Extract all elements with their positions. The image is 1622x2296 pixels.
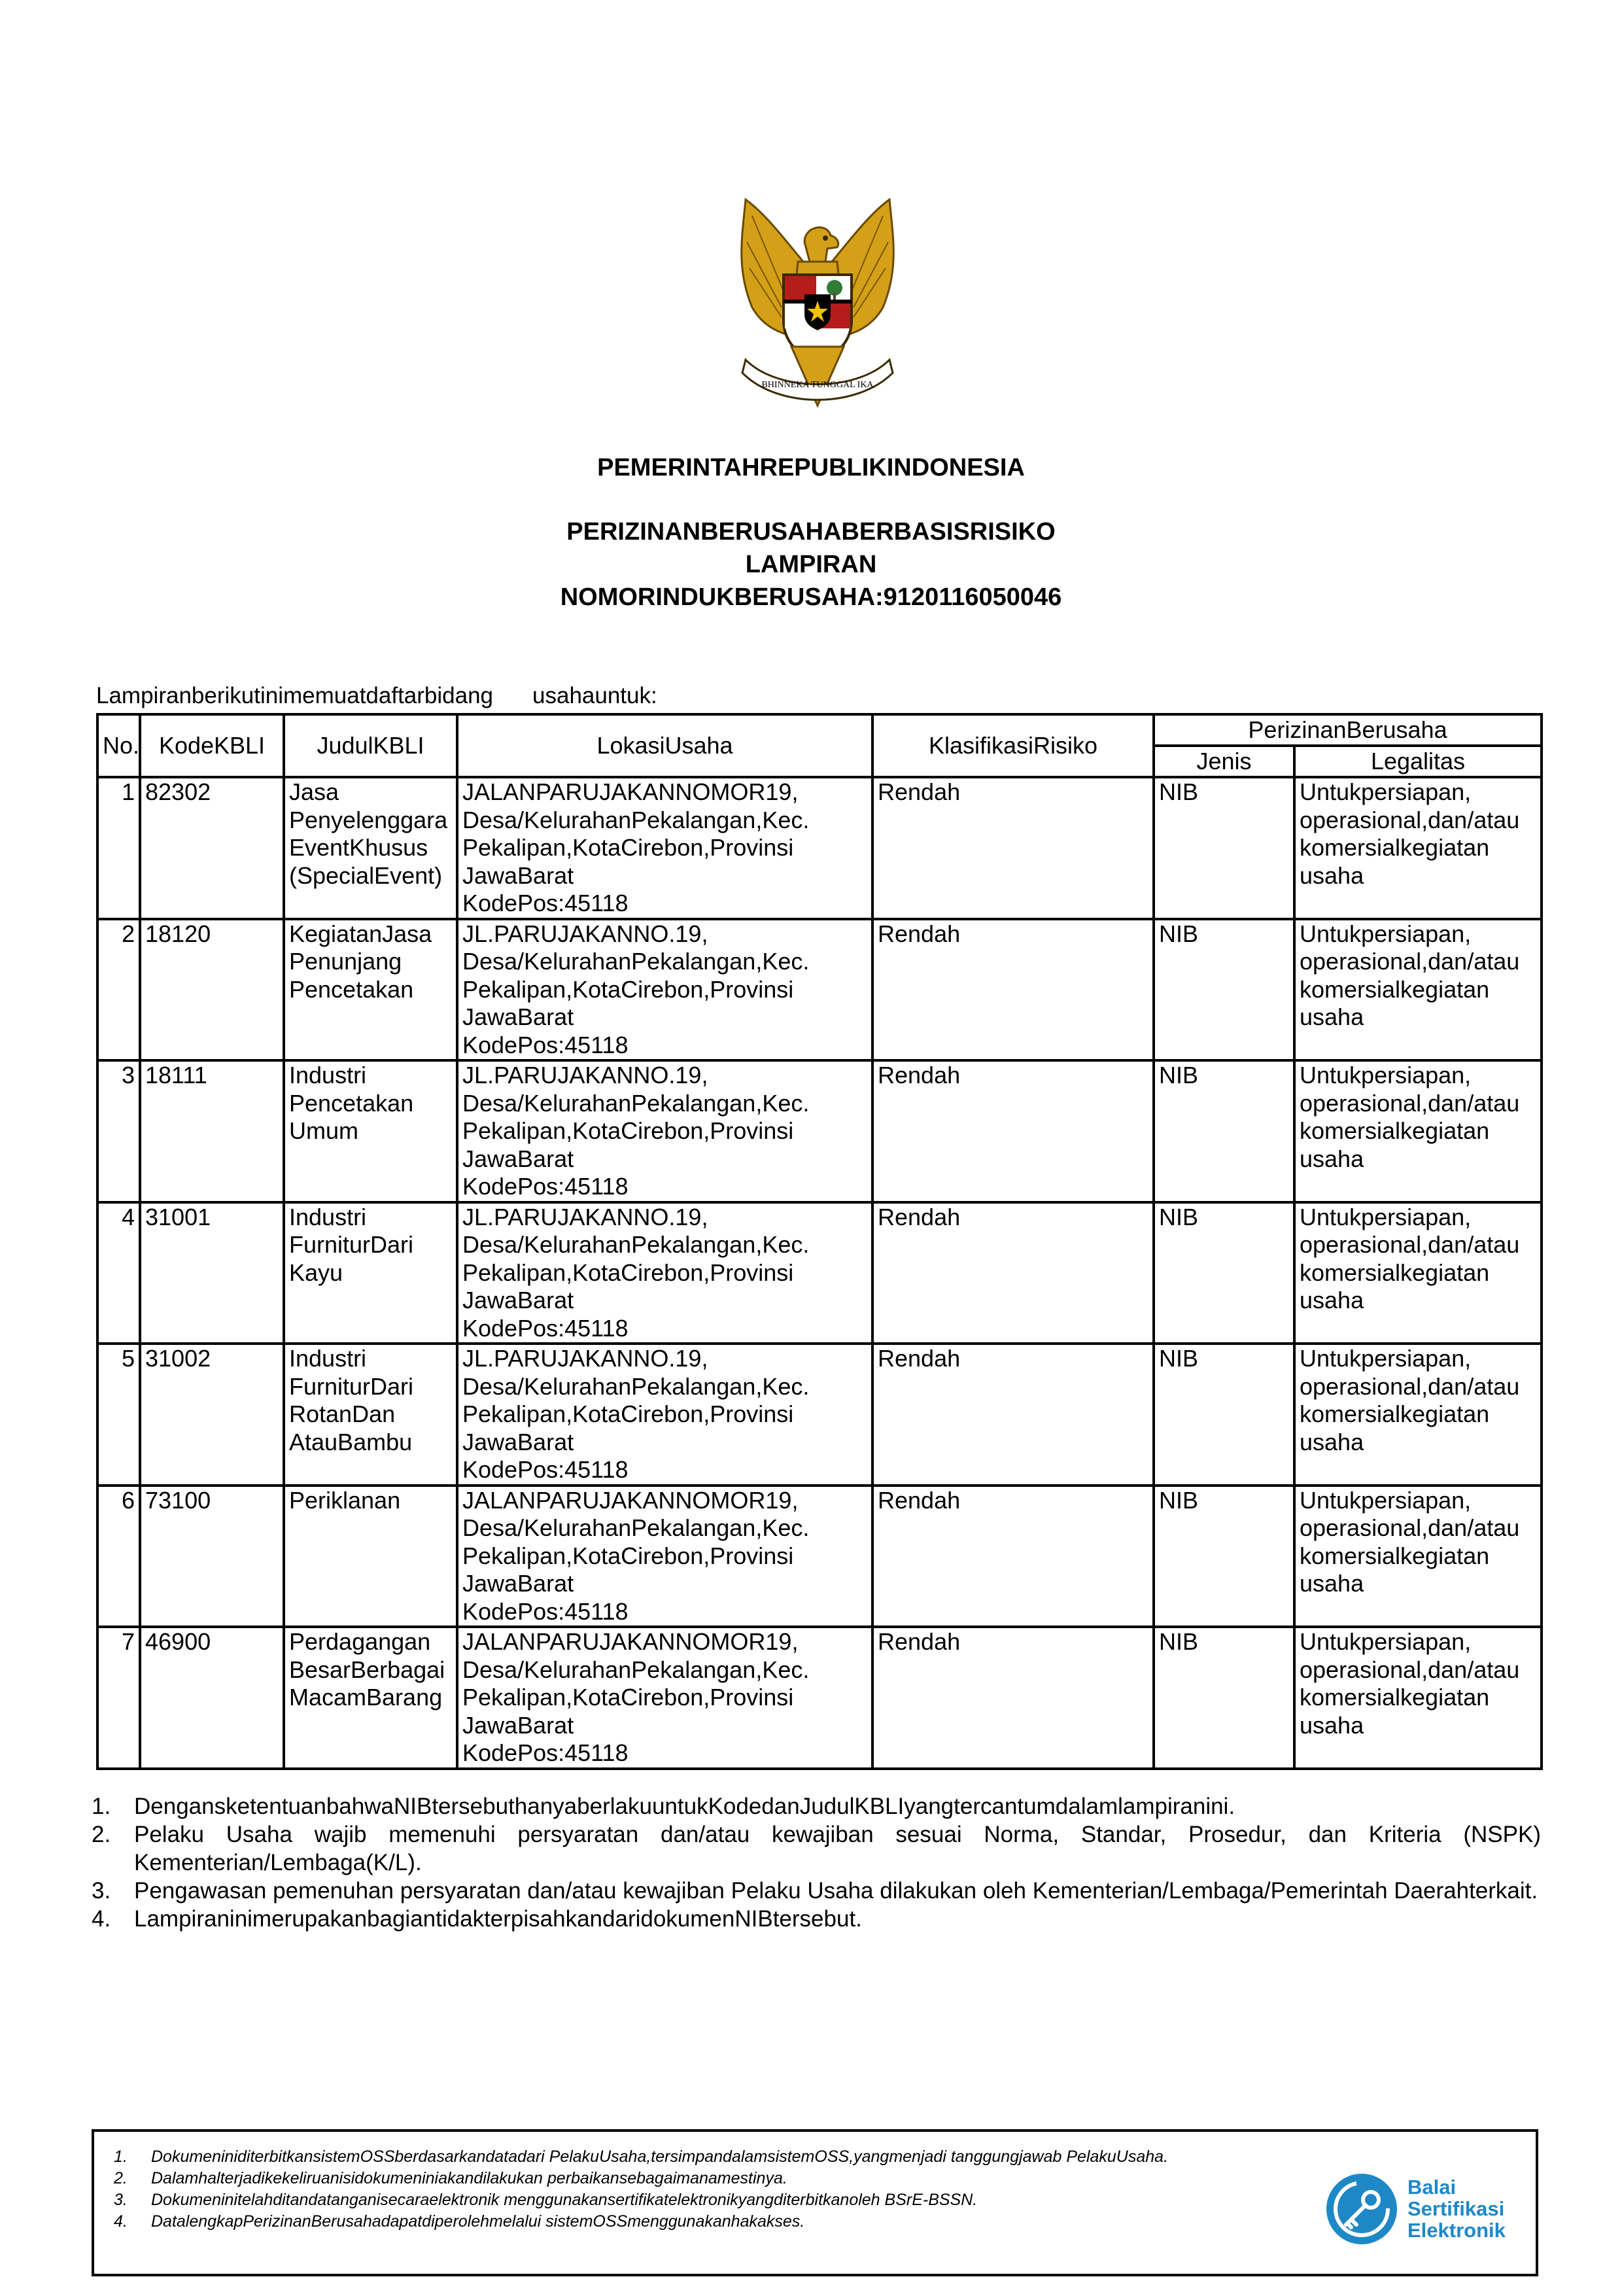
cell-legalitas-line: Untukpersiapan, — [1300, 1062, 1472, 1088]
cell-lokasi-usaha-line: Desa/KelurahanPekalangan,Kec. — [462, 1656, 810, 1683]
emblem-motto: BHINNEKA TUNGGAL IKA — [761, 380, 874, 390]
table-row — [97, 1627, 1542, 1769]
cell-legalitas-line: operasional,dan/atau — [1300, 806, 1520, 833]
cell-judul-kbli-line: Industri — [289, 1345, 367, 1372]
cell-legalitas — [1294, 1627, 1542, 1769]
header-lokasi-usaha: LokasiUsaha — [457, 714, 872, 777]
garuda-emblem — [706, 196, 929, 425]
table-row — [97, 919, 1542, 1061]
cell-lokasi-usaha-line: JawaBarat — [462, 1570, 574, 1597]
note-number: 3. — [92, 1878, 111, 1904]
cell-lokasi-usaha-line: JALANPARUJAKANNOMOR19, — [462, 778, 799, 805]
cell-lokasi-usaha — [457, 777, 872, 919]
kbli-table — [96, 713, 1543, 1770]
cell-no: 3 — [97, 1060, 140, 1202]
cell-judul-kbli — [284, 1344, 457, 1486]
cell-no: 7 — [97, 1627, 140, 1769]
cell-kode-kbli: 31001 — [140, 1202, 284, 1344]
cell-legalitas-line: komersialkegiatan — [1300, 1400, 1490, 1427]
header-no: No. — [97, 714, 140, 777]
footer-note-item — [114, 2189, 1350, 2211]
cell-judul-kbli-line: Penunjang — [289, 948, 402, 975]
cell-judul-kbli-line: FurniturDari — [289, 1372, 414, 1400]
cell-lokasi-usaha-line: Pekalipan,KotaCirebon,Provinsi — [462, 975, 794, 1003]
cell-no: 6 — [97, 1486, 140, 1627]
footer-notes-list — [114, 2146, 1350, 2233]
cell-lokasi-usaha-line: JawaBarat — [462, 861, 574, 889]
cell-legalitas-line: Untukpersiapan, — [1300, 920, 1472, 947]
cell-judul-kbli — [284, 1060, 457, 1202]
note-text: Pelaku Usaha wajib memenuhi persyaratan dan/atau kewajiban sesuai Norma, Standar, Prosedur, dan Kriteria (NSPK) Kementerian/Lembaga(K/L). — [134, 1822, 1541, 1875]
cell-judul-kbli-line: Kayu — [289, 1259, 343, 1286]
cell-legalitas — [1294, 919, 1542, 1061]
note-item — [92, 1820, 1541, 1877]
cell-judul-kbli-line: EventKhusus — [289, 834, 428, 861]
footer-note-text: Dalamhalterjadikekeliruanisidokumeniniakandilakukan perbaikansebagaimanamestinya. — [151, 2169, 787, 2187]
cell-judul-kbli-line: Pencetakan — [289, 1089, 414, 1117]
cell-legalitas-line: usaha — [1300, 1570, 1364, 1597]
cell-judul-kbli-line: Industri — [289, 1062, 367, 1088]
cell-jenis: NIB — [1154, 919, 1294, 1061]
note-item — [92, 1792, 1541, 1820]
document-subtitle: LAMPIRAN — [745, 551, 877, 578]
cell-legalitas-line: Untukpersiapan, — [1300, 1203, 1472, 1230]
cell-judul-kbli-line: Jasa — [289, 778, 339, 805]
kbli-table-body — [97, 777, 1542, 1769]
cell-judul-kbli-line: Periklanan — [289, 1486, 401, 1514]
cell-legalitas-line: operasional,dan/atau — [1300, 1089, 1520, 1117]
intro-text — [96, 683, 657, 709]
bsre-logo-line2: Sertifikasi — [1407, 2197, 1505, 2220]
cell-lokasi-usaha-line: Desa/KelurahanPekalangan,Kec. — [462, 1231, 810, 1258]
cell-lokasi-usaha — [457, 1060, 872, 1202]
cell-legalitas — [1294, 777, 1542, 919]
cell-jenis: NIB — [1154, 1344, 1294, 1486]
bsre-logo-line1: Balai — [1407, 2176, 1457, 2199]
cell-jenis: NIB — [1154, 1060, 1294, 1202]
cell-lokasi-usaha-line: JL.PARUJAKANNO.19, — [462, 1062, 708, 1088]
cell-legalitas — [1294, 1344, 1542, 1486]
cell-jenis: NIB — [1154, 1627, 1294, 1769]
header-klasifikasi-risiko: KlasifikasiRisiko — [872, 714, 1154, 777]
footer-note-text: DokumeniniditerbitkansistemOSSberdasarkandatadari PelakuUsaha,tersimpandalamsistemOSS,yangmenjadi tanggungjawab PelakuUsaha. — [151, 2148, 1169, 2166]
cell-lokasi-usaha-line: JL.PARUJAKANNO.19, — [462, 1345, 708, 1372]
cell-klasifikasi-risiko: Rendah — [872, 1486, 1154, 1627]
cell-lokasi-usaha — [457, 919, 872, 1061]
cell-judul-kbli — [284, 777, 457, 919]
cell-judul-kbli-line: MacamBarang — [289, 1684, 443, 1711]
cell-jenis: NIB — [1154, 777, 1294, 919]
cell-legalitas-line: komersialkegiatan — [1300, 1542, 1490, 1569]
footer-note-item — [114, 2168, 1350, 2189]
cell-kode-kbli: 18111 — [140, 1060, 284, 1202]
footer-disclaimer-box — [92, 2129, 1538, 2276]
table-row — [97, 1486, 1542, 1627]
note-item — [92, 1877, 1541, 1905]
cell-kode-kbli: 82302 — [140, 777, 284, 919]
cell-lokasi-usaha — [457, 1344, 872, 1486]
intro-text-part2: usahauntuk: — [532, 683, 657, 708]
cell-no: 4 — [97, 1202, 140, 1344]
government-title: PEMERINTAHREPUBLIKINDONESIA — [597, 454, 1025, 481]
cell-klasifikasi-risiko: Rendah — [872, 919, 1154, 1061]
cell-no: 1 — [97, 777, 140, 919]
document-title: PERIZINANBERUSAHABERBASISRISIKO — [566, 518, 1056, 546]
cell-lokasi-usaha — [457, 1202, 872, 1344]
cell-klasifikasi-risiko: Rendah — [872, 777, 1154, 919]
cell-legalitas-line: operasional,dan/atau — [1300, 1372, 1520, 1400]
cell-judul-kbli-line: (SpecialEvent) — [289, 861, 443, 889]
cell-kode-kbli: 73100 — [140, 1486, 284, 1627]
cell-legalitas-line: Untukpersiapan, — [1300, 1486, 1472, 1514]
cell-legalitas-line: operasional,dan/atau — [1300, 1656, 1520, 1683]
cell-legalitas — [1294, 1060, 1542, 1202]
footer-note-text: Dokumeninitelahditandatanganisecaraelektronik menggunakansertifikatelektronikyangditerbitkanoleh BSrE-BSSN. — [151, 2191, 978, 2209]
cell-judul-kbli — [284, 919, 457, 1061]
footer-note-text: DatalengkapPerizinanBerusahadapatdiperolehmelalui sistemOSSmenggunakanhakakses. — [151, 2212, 805, 2231]
note-text: DengansketentuanbahwaNIBtersebuthanyaberlakuuntukKodedanJudulKBLIyangtercantumdalamlampiraninі. — [134, 1794, 1235, 1819]
cell-lokasi-usaha-line: Pekalipan,KotaCirebon,Provinsi — [462, 834, 794, 861]
footer-note-number: 2. — [114, 2169, 128, 2187]
cell-legalitas-line: Untukpersiapan, — [1300, 778, 1472, 805]
cell-no: 5 — [97, 1344, 140, 1486]
cell-klasifikasi-risiko: Rendah — [872, 1202, 1154, 1344]
footer-note-item — [114, 2211, 1350, 2233]
note-text: Pengawasan pemenuhan persyaratan dan/atau kewajiban Pelaku Usaha dilakukan oleh Kementerian/Lembaga/Pemerintah Daerahterkait. — [134, 1878, 1538, 1904]
header-jenis: Jenis — [1154, 746, 1294, 777]
cell-judul-kbli-line: FurniturDari — [289, 1231, 414, 1258]
cell-legalitas-line: operasional,dan/atau — [1300, 1231, 1520, 1258]
cell-klasifikasi-risiko: Rendah — [872, 1627, 1154, 1769]
cell-judul-kbli-line: Pencetakan — [289, 975, 414, 1003]
intro-text-part1: Lampiranberikutinimemuatdaftarbidang — [96, 683, 494, 708]
cell-legalitas-line: usaha — [1300, 1428, 1364, 1455]
cell-lokasi-usaha-line: KodePos:45118 — [462, 1314, 629, 1342]
cell-judul-kbli-line: RotanDan — [289, 1400, 396, 1427]
cell-lokasi-usaha-line: KodePos:45118 — [462, 1739, 629, 1766]
cell-klasifikasi-risiko: Rendah — [872, 1060, 1154, 1202]
cell-judul-kbli-line: Perdagangan — [289, 1628, 431, 1655]
cell-judul-kbli-line: KegiatanJasa — [289, 920, 432, 947]
cell-judul-kbli-line: Industri — [289, 1203, 367, 1230]
cell-legalitas-line: komersialkegiatan — [1300, 1684, 1490, 1711]
cell-lokasi-usaha-line: KodePos:45118 — [462, 1456, 629, 1483]
cell-legalitas-line: komersialkegiatan — [1300, 1117, 1490, 1144]
cell-legalitas-line: komersialkegiatan — [1300, 1259, 1490, 1286]
cell-legalitas-line: komersialkegiatan — [1300, 975, 1490, 1003]
cell-lokasi-usaha-line: JALANPARUJAKANNOMOR19, — [462, 1486, 799, 1514]
cell-lokasi-usaha-line: KodePos:45118 — [462, 1173, 629, 1200]
cell-lokasi-usaha-line: Pekalipan,KotaCirebon,Provinsi — [462, 1684, 794, 1711]
cell-no: 2 — [97, 919, 140, 1061]
cell-legalitas-line: Untukpersiapan, — [1300, 1345, 1472, 1372]
cell-lokasi-usaha-line: Desa/KelurahanPekalangan,Kec. — [462, 948, 810, 975]
cell-lokasi-usaha-line: KodePos:45118 — [462, 1597, 629, 1625]
cell-legalitas-line: usaha — [1300, 1711, 1364, 1739]
cell-legalitas — [1294, 1486, 1542, 1627]
footer-note-item — [114, 2146, 1350, 2168]
note-number: 2. — [92, 1822, 111, 1847]
cell-legalitas-line: usaha — [1300, 1003, 1364, 1030]
cell-lokasi-usaha-line: JawaBarat — [462, 1003, 574, 1030]
footer-note-number: 4. — [114, 2212, 128, 2231]
bsre-logo-text — [1407, 2176, 1506, 2241]
table-row — [97, 1344, 1542, 1486]
cell-jenis: NIB — [1154, 1486, 1294, 1627]
cell-legalitas-line: operasional,dan/atau — [1300, 948, 1520, 975]
cell-klasifikasi-risiko: Rendah — [872, 1344, 1154, 1486]
cell-lokasi-usaha-line: Desa/KelurahanPekalangan,Kec. — [462, 1372, 810, 1400]
footer-note-number: 3. — [114, 2191, 128, 2209]
table-row — [97, 1202, 1542, 1344]
cell-kode-kbli: 18120 — [140, 919, 284, 1061]
note-text: LampiraninimerupakanbagiantidakterpisahkandaridokumenNIBtersebut. — [134, 1906, 862, 1932]
cell-judul-kbli-line: BesarBerbagai — [289, 1656, 445, 1683]
header-judul-kbli: JudulKBLI — [284, 714, 457, 777]
table-row — [97, 1060, 1542, 1202]
header-kode-kbli: KodeKBLI — [140, 714, 284, 777]
cell-judul-kbli-line: Umum — [289, 1117, 358, 1144]
cell-legalitas-line: operasional,dan/atau — [1300, 1514, 1520, 1541]
note-number: 4. — [92, 1906, 111, 1932]
note-item — [92, 1905, 1541, 1933]
cell-judul-kbli — [284, 1202, 457, 1344]
header-legalitas: Legalitas — [1294, 746, 1542, 777]
cell-judul-kbli-line: AtauBambu — [289, 1428, 413, 1455]
cell-lokasi-usaha-line: Desa/KelurahanPekalangan,Kec. — [462, 1514, 810, 1541]
bsre-logo-icon — [1324, 2171, 1400, 2247]
cell-legalitas-line: usaha — [1300, 1145, 1364, 1172]
cell-lokasi-usaha-line: Desa/KelurahanPekalangan,Kec. — [462, 806, 810, 833]
cell-lokasi-usaha-line: Pekalipan,KotaCirebon,Provinsi — [462, 1117, 794, 1144]
footer-note-number: 1. — [114, 2148, 128, 2166]
cell-lokasi-usaha-line: Pekalipan,KotaCirebon,Provinsi — [462, 1259, 794, 1286]
cell-lokasi-usaha-line: KodePos:45118 — [462, 890, 629, 916]
cell-legalitas-line: Untukpersiapan, — [1300, 1628, 1472, 1655]
notes-list — [92, 1792, 1541, 1933]
cell-lokasi-usaha-line: JawaBarat — [462, 1711, 574, 1739]
note-number: 1. — [92, 1794, 111, 1819]
cell-lokasi-usaha-line: JawaBarat — [462, 1287, 574, 1313]
cell-judul-kbli — [284, 1627, 457, 1769]
cell-lokasi-usaha — [457, 1627, 872, 1769]
cell-lokasi-usaha-line: Desa/KelurahanPekalangan,Kec. — [462, 1089, 810, 1117]
cell-legalitas-line: usaha — [1300, 1287, 1364, 1313]
cell-judul-kbli-line: Penyelenggara — [289, 806, 448, 833]
cell-jenis: NIB — [1154, 1202, 1294, 1344]
cell-lokasi-usaha-line: JL.PARUJAKANNO.19, — [462, 920, 708, 947]
cell-judul-kbli — [284, 1486, 457, 1627]
cell-lokasi-usaha-line: JALANPARUJAKANNOMOR19, — [462, 1628, 799, 1655]
cell-lokasi-usaha-line: JL.PARUJAKANNO.19, — [462, 1203, 708, 1230]
cell-legalitas — [1294, 1202, 1542, 1344]
cell-lokasi-usaha-line: Pekalipan,KotaCirebon,Provinsi — [462, 1400, 794, 1427]
bsre-logo — [1324, 2171, 1527, 2250]
table-row — [97, 777, 1542, 919]
cell-lokasi-usaha — [457, 1486, 872, 1627]
cell-legalitas-line: komersialkegiatan — [1300, 834, 1490, 861]
cell-lokasi-usaha-line: KodePos:45118 — [462, 1031, 629, 1058]
nib-number: NOMORINDUKBERUSAHA:9120116050046 — [560, 583, 1062, 611]
bsre-logo-line3: Elektronik — [1407, 2219, 1506, 2242]
cell-lokasi-usaha-line: JawaBarat — [462, 1145, 574, 1172]
cell-legalitas-line: usaha — [1300, 861, 1364, 889]
cell-lokasi-usaha-line: Pekalipan,KotaCirebon,Provinsi — [462, 1542, 794, 1569]
cell-kode-kbli: 46900 — [140, 1627, 284, 1769]
cell-kode-kbli: 31002 — [140, 1344, 284, 1486]
cell-lokasi-usaha-line: JawaBarat — [462, 1428, 574, 1455]
header-perizinan-berusaha: PerizinanBerusaha — [1154, 714, 1542, 746]
